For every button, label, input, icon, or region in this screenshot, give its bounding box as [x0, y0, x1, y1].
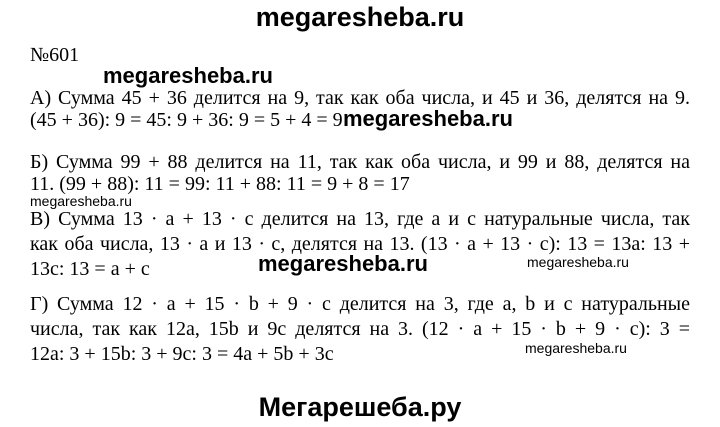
watermark-small: megaresheba.ru: [527, 254, 629, 270]
watermark-small: megaresheba.ru: [525, 340, 627, 356]
solution-v-line-1: В) Сумма 13 · a + 13 · c делится на 13, где a и c натуральные числа, так: [30, 208, 690, 230]
watermark-overlay: megaresheba.ru: [103, 63, 273, 88]
site-watermark-top: megaresheba.ru: [255, 2, 465, 32]
solution-g-line-3: 12a: 3 + 15b: 3 + 9c: 3 = 4a + 5b + 3c: [30, 343, 334, 365]
solution-a-line-1: А) Сумма 45 + 36 делится на 9, так как оба числа, и 45 и 36, делятся на 9.: [30, 87, 690, 109]
solution-g-line-2: числа, так как 12a, 15b и 9c делятся на 3. (12 · a + 15 · b + 9 · c): 3 =: [30, 318, 690, 340]
watermark-overlay: megaresheba.ru: [258, 251, 428, 276]
site-watermark-bottom: Мегарешеба.ру: [258, 392, 462, 422]
solution-g-line-1: Г) Сумма 12 · a + 15 · b + 9 · c делится на 3, где a, b и c натуральные: [30, 293, 690, 315]
solution-v-line-3: 13c: 13 = a + c: [30, 258, 150, 280]
watermark-small: megaresheba.ru: [30, 193, 132, 209]
solution-b-line-2: 11. (99 + 88): 11 = 99: 11 + 88: 11 = 9 + 8 = 17: [30, 173, 410, 195]
solution-v-line-2: как оба числа, 13 · a и 13 · c, делятся на 13. (13 · a + 13 · c): 13 = 13a: 13 +: [30, 233, 690, 255]
problem-number: №601: [30, 44, 80, 66]
watermark-overlay: megaresheba.ru: [343, 106, 513, 131]
solution-b-line-1: Б) Сумма 99 + 88 делится на 11, так как оба числа, и 99 и 88, делятся на: [30, 151, 690, 173]
solution-a-line-2: (45 + 36): 9 = 45: 9 + 36: 9 = 5 + 4 = 9: [30, 109, 343, 131]
